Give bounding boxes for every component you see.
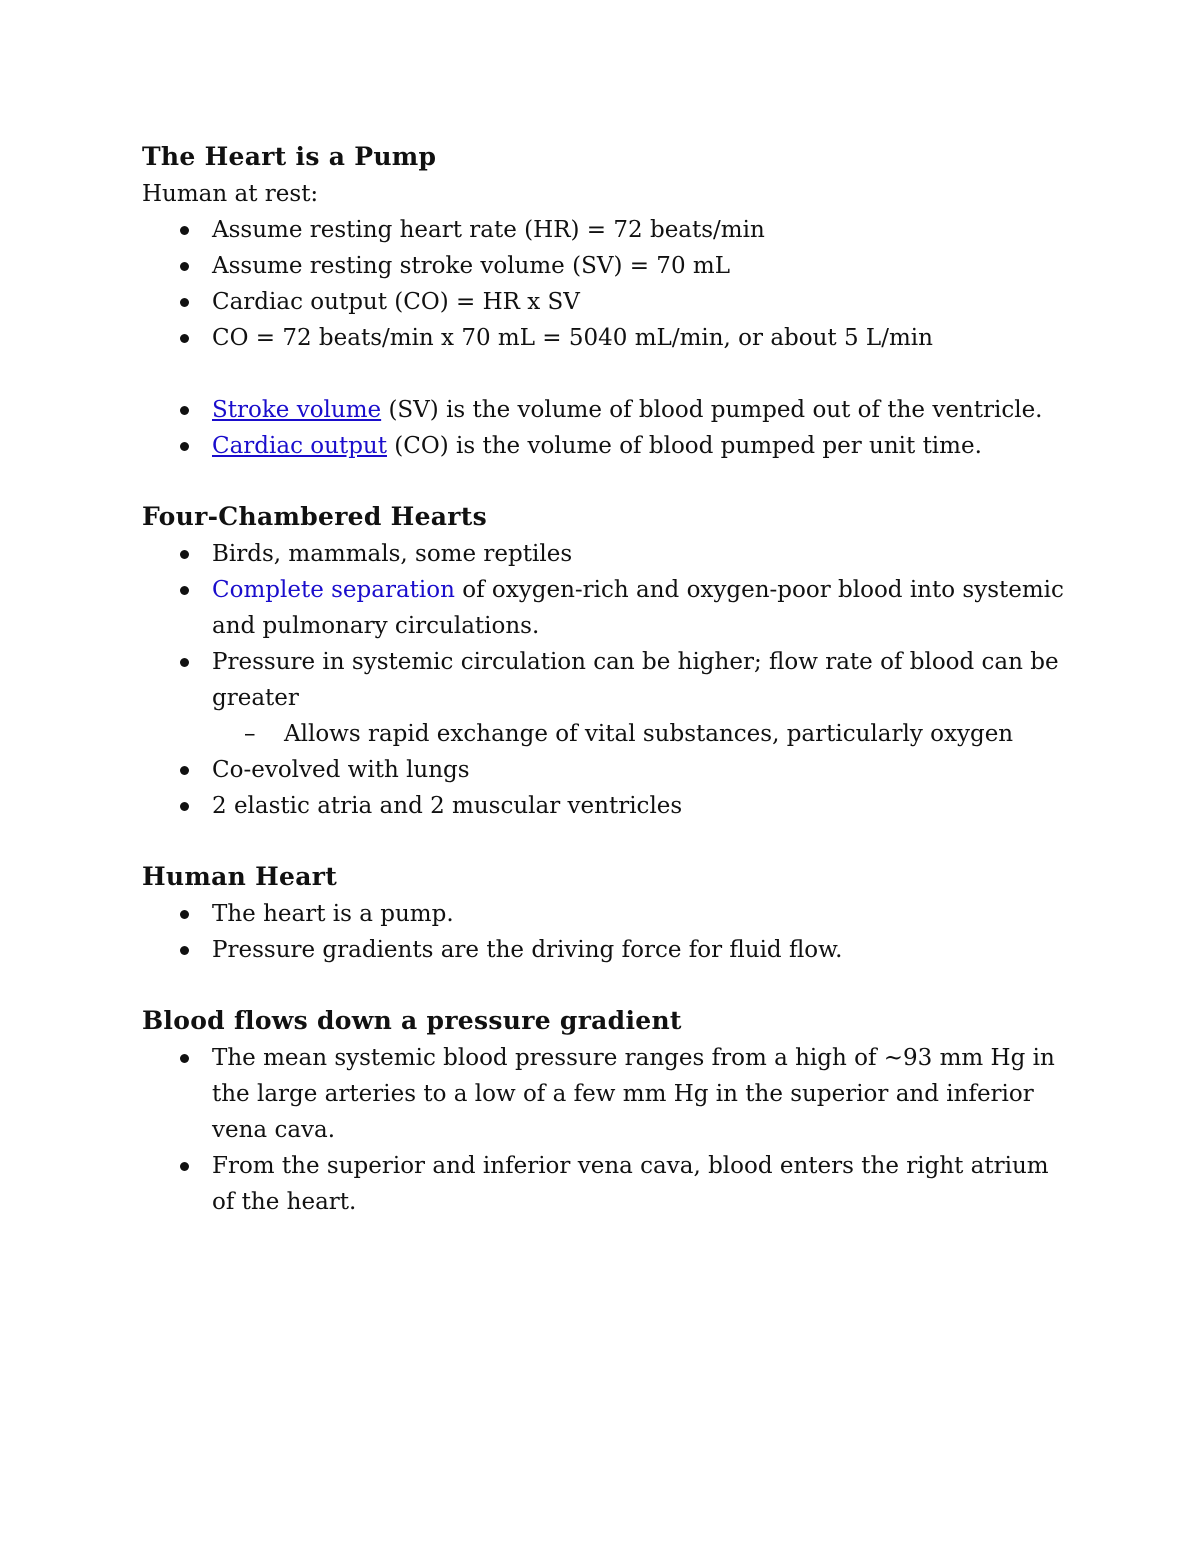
document-content [142,138,1072,1220]
list-item: Pressure gradients are the driving force for fluid flow. [142,932,1072,968]
section-title-heart-pump: The Heart is a Pump [142,142,437,171]
definition-text: (SV) is the volume of blood pumped out of the ventricle. [381,397,1043,423]
intro-text: Human at rest: [142,181,319,207]
definition-cardiac-output [142,428,1072,464]
list-item: CO = 72 beats/min x 70 mL = 5040 mL/min, or about 5 L/min [142,320,1072,356]
blood-flow-list [142,1040,1072,1220]
list-item: The mean systemic blood pressure ranges from a high of ~93 mm Hg in the large arteries to a low of a few mm Hg in the superior and inferior vena cava. [142,1040,1072,1148]
definition-stroke-volume [142,392,1072,428]
cardiac-output-link[interactable]: Cardiac output [212,433,387,459]
list-item: 2 elastic atria and 2 muscular ventricles [142,788,1072,824]
spacer [142,464,1072,498]
list-item: Co-evolved with lungs [142,752,1072,788]
human-heart-list [142,896,1072,968]
list-item: The heart is a pump. [142,896,1072,932]
list-item: Assume resting heart rate (HR) = 72 beats/min [142,212,1072,248]
sub-list-item: – Allows rapid exchange of vital substances, particularly oxygen [212,716,1072,752]
list-item: Birds, mammals, some reptiles [142,536,1072,572]
four-chambered-list [142,536,1072,824]
item-text: Pressure in systemic circulation can be higher; flow rate of blood can be greater [212,649,1059,711]
list-item: Cardiac output (CO) = HR x SV [142,284,1072,320]
spacer [142,824,1072,858]
definition-text: (CO) is the volume of blood pumped per unit time. [386,433,982,459]
highlight-text: Complete separation [212,577,455,603]
section-title-human-heart: Human Heart [142,862,338,891]
item-text: of oxygen-rich and oxygen-poor blood into systemic and pulmonary circulations. [212,577,1064,639]
list-item [142,572,1072,644]
section-title-blood-flow: Blood flows down a pressure gradient [142,1006,682,1035]
list-item [142,644,1072,752]
list-item: From the superior and inferior vena cava, blood enters the right atrium of the heart. [142,1148,1072,1220]
spacer [142,968,1072,1002]
list-item: Assume resting stroke volume (SV) = 70 mL [142,248,1072,284]
definitions-list [142,392,1072,464]
sub-list [212,716,1072,752]
section-title-four-chambered: Four-Chambered Hearts [142,502,487,531]
stroke-volume-link[interactable]: Stroke volume [212,397,382,423]
spacer [142,356,1072,392]
resting-values-list [142,212,1072,356]
